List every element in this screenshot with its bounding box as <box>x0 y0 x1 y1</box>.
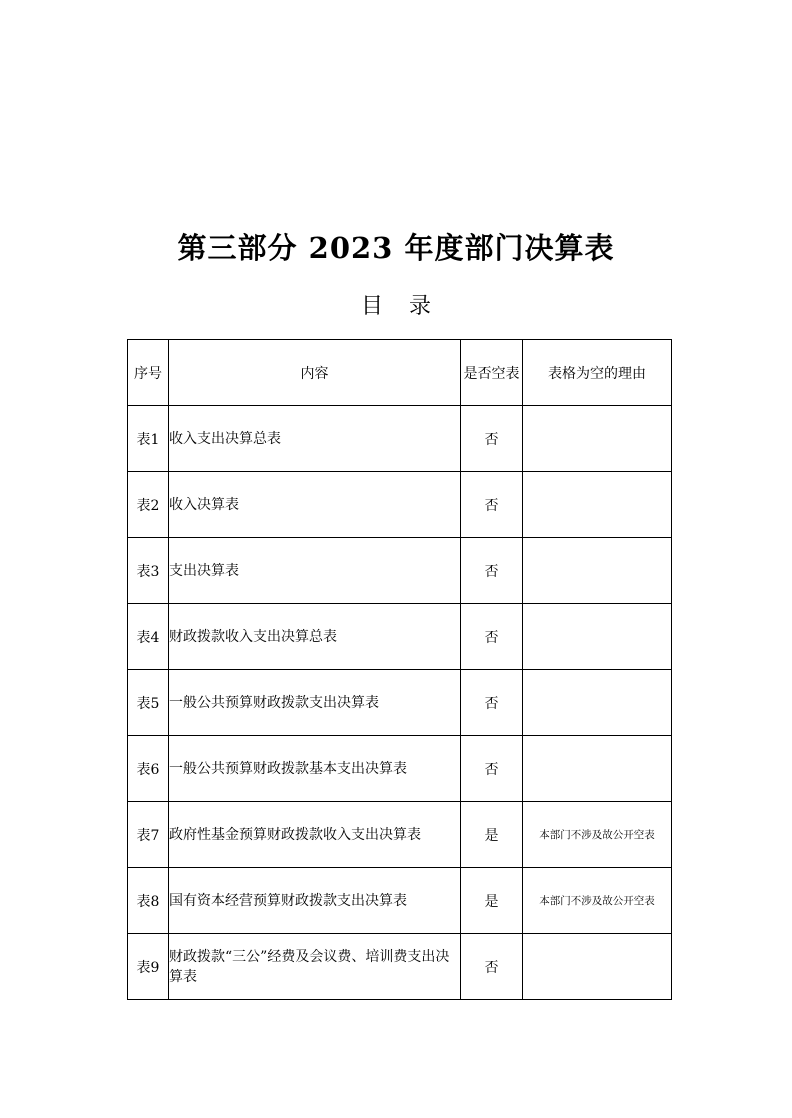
row-no: 表3 <box>128 538 169 604</box>
table-row <box>128 868 672 934</box>
row-reason <box>523 538 672 604</box>
row-reason: 本部门不涉及故公开空表 <box>523 868 672 934</box>
table-row <box>128 736 672 802</box>
page-title: 第三部分 2023 年度部门决算表 <box>177 231 615 265</box>
row-reason <box>523 406 672 472</box>
table-row <box>128 934 672 1000</box>
row-no: 表8 <box>128 868 169 934</box>
row-no: 表4 <box>128 604 169 670</box>
row-content: 支出决算表 <box>169 538 461 604</box>
toc-heading: 目录 <box>360 294 457 319</box>
row-content: 一般公共预算财政拨款支出决算表 <box>169 670 461 736</box>
row-is-empty: 否 <box>461 406 523 472</box>
row-content: 财政拨款收入支出决算总表 <box>169 604 461 670</box>
row-is-empty: 否 <box>461 472 523 538</box>
row-content: 收入支出决算总表 <box>169 406 461 472</box>
row-reason <box>523 736 672 802</box>
header-is-empty: 是否空表 <box>461 340 523 406</box>
row-no: 表1 <box>128 406 169 472</box>
header-no: 序号 <box>128 340 169 406</box>
row-reason: 本部门不涉及故公开空表 <box>523 802 672 868</box>
table-header-row <box>128 340 672 406</box>
row-is-empty: 否 <box>461 538 523 604</box>
table-row <box>128 472 672 538</box>
row-is-empty: 否 <box>461 736 523 802</box>
row-is-empty: 否 <box>461 604 523 670</box>
row-is-empty: 否 <box>461 670 523 736</box>
row-reason <box>523 604 672 670</box>
row-is-empty: 是 <box>461 868 523 934</box>
toc-table <box>127 339 672 1000</box>
row-reason <box>523 670 672 736</box>
row-no: 表2 <box>128 472 169 538</box>
table-row <box>128 604 672 670</box>
table-row <box>128 802 672 868</box>
row-content: 一般公共预算财政拨款基本支出决算表 <box>169 736 461 802</box>
row-no: 表7 <box>128 802 169 868</box>
row-reason <box>523 934 672 1000</box>
row-content: 财政拨款“三公”经费及会议费、培训费支出决算表 <box>169 934 461 1000</box>
row-no: 表9 <box>128 934 169 1000</box>
header-content: 内容 <box>169 340 461 406</box>
table-row <box>128 538 672 604</box>
row-is-empty: 否 <box>461 934 523 1000</box>
row-content: 收入决算表 <box>169 472 461 538</box>
row-content: 政府性基金预算财政拨款收入支出决算表 <box>169 802 461 868</box>
row-is-empty: 是 <box>461 802 523 868</box>
table-row <box>128 670 672 736</box>
row-reason <box>523 472 672 538</box>
row-no: 表6 <box>128 736 169 802</box>
row-content: 国有资本经营预算财政拨款支出决算表 <box>169 868 461 934</box>
table-row <box>128 406 672 472</box>
row-no: 表5 <box>128 670 169 736</box>
header-reason: 表格为空的理由 <box>523 340 672 406</box>
